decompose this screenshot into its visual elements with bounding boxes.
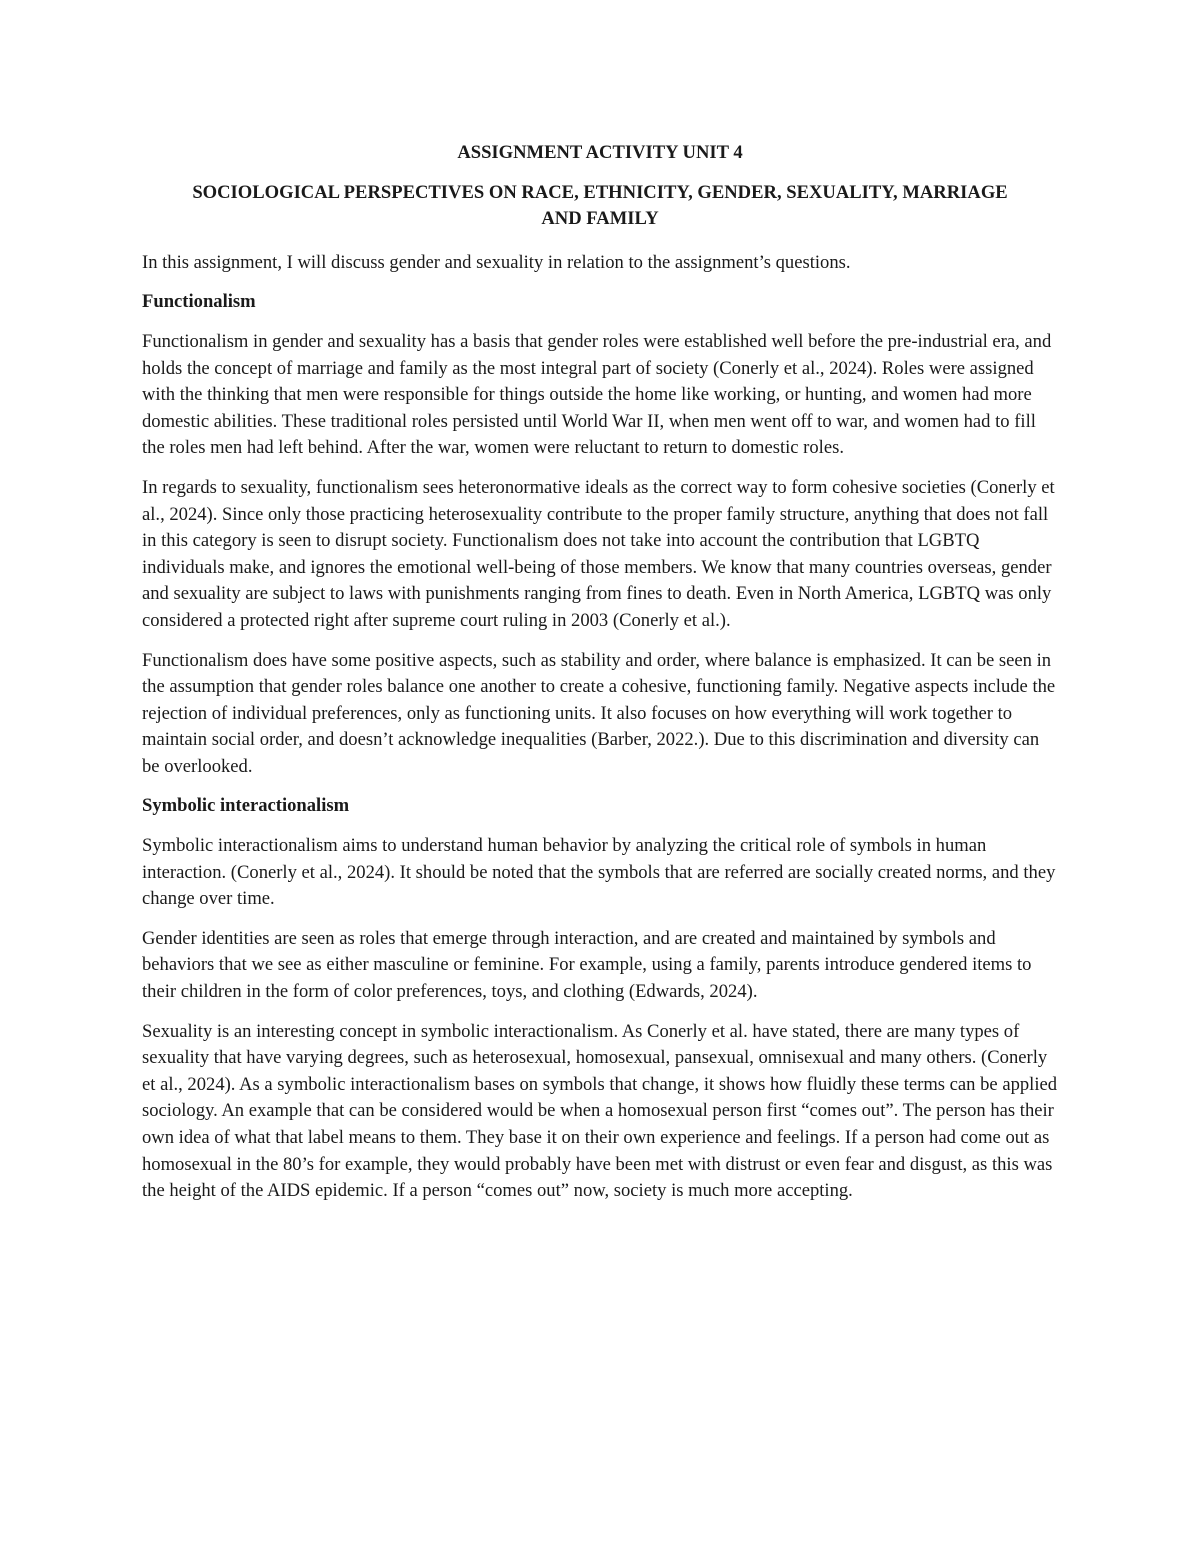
section-heading-symbolic-interactionalism: Symbolic interactionalism xyxy=(142,795,350,817)
section-heading-functionalism: Functionalism xyxy=(142,291,256,313)
functionalism-paragraph-1: Functionalism in gender and sexuality has a basis that gender roles were established well before the pre-industrial era, and holds the concept of marriage and family as the most integral part of society (Conerly et al., 2024). Roles were assigned with the thinking that men were responsible for things outside the home like working, or hunting, and women had more domestic abilities. These traditional roles persisted until World War II, when men went off to war, and women had to fill the roles men had left behind. After the war, women were reluctant to return to domestic roles. xyxy=(142,330,1052,459)
intro-paragraph: In this assignment, I will discuss gender and sexuality in relation to the assignment’s questions. xyxy=(142,251,851,273)
document-title: ASSIGNMENT ACTIVITY UNIT 4 xyxy=(457,142,743,163)
functionalism-paragraph-3: Functionalism does have some positive aspects, such as stability and order, where balance is emphasized. It can be seen in the assumption that gender roles balance one another to create a cohesive, functioning family. Negative aspects include the rejection of individual preferences, only as functioning units. It also focuses on how everything will work together to maintain social order, and doesn’t acknowledge inequalities (Barber, 2022.). Due to this discrimination and diversity can be overlooked. xyxy=(142,649,1056,777)
document-page xyxy=(142,140,1058,1218)
symbolic-paragraph-2: Gender identities are seen as roles that emerge through interaction, and are created and maintained by symbols and behaviors that we see as either masculine or feminine. For example, using a family, parents introduce gendered items to their children in the form of color preferences, toys, and clothing (Edwards, 2024). xyxy=(142,927,1032,1003)
symbolic-paragraph-3: Sexuality is an interesting concept in symbolic interactionalism. As Conerly et al. have stated, there are many types of sexuality that have varying degrees, such as heterosexual, homosexual, pansexual, omnisexual and many others. (Conerly et al., 2024). As a symbolic interactionalism bases on symbols that change, it shows how fluidly these terms can be applied sociology. An example that can be considered would be when a homosexual person first “comes out”. The person has their own idea of what that label means to them. They base it on their own experience and feelings. If a person had come out as homosexual in the 80’s for example, they would probably have been met with distrust or even fear and disgust, as this was the height of the AIDS epidemic. If a person “comes out” now, society is much more accepting. xyxy=(142,1020,1058,1202)
symbolic-paragraph-1: Symbolic interactionalism aims to understand human behavior by analyzing the critical role of symbols in human interaction. (Conerly et al., 2024). It should be noted that the symbols that are referred are socially created norms, and they change over time. xyxy=(142,835,1056,910)
document-subtitle: SOCIOLOGICAL PERSPECTIVES ON RACE, ETHNICITY, GENDER, SEXUALITY, MARRIAGE AND FAMILY xyxy=(192,181,1008,230)
functionalism-paragraph-2: In regards to sexuality, functionalism sees heteronormative ideals as the correct way to form cohesive societies (Conerly et al., 2024). Since only those practicing heterosexuality contribute to the proper family structure, anything that does not fall in this category is seen to disrupt society. Functionalism does not take into account the contribution that LGBTQ individuals make, and ignores the emotional well-being of those members. We know that many countries overseas, gender and sexuality are subject to laws with punishments ranging from fines to death. Even in North America, LGBTQ was only considered a protected right after supreme court ruling in 2003 (Conerly et al.). xyxy=(142,476,1055,631)
